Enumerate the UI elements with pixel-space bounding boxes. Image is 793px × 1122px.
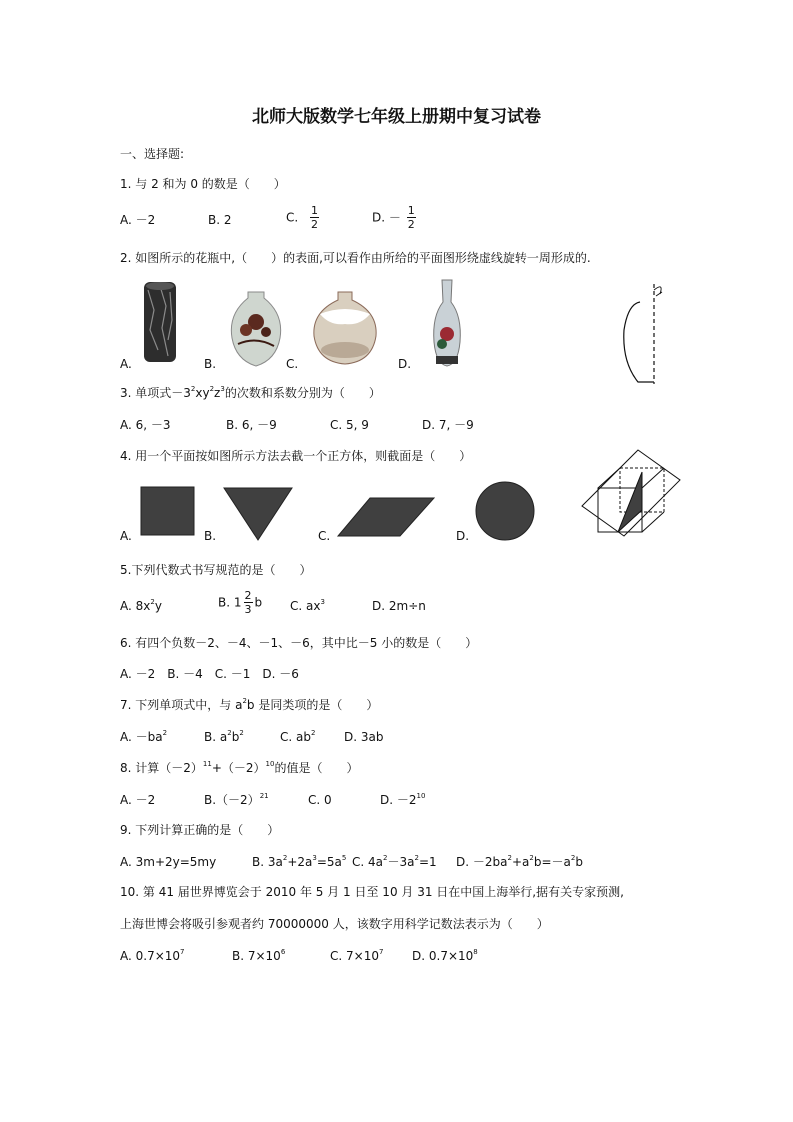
q9-stem: 9. 下列计算正确的是（ ） [120, 823, 280, 837]
q5-option-a: A. $8x^2y$ [120, 598, 162, 613]
q6-stem: 6. 有四个负数－2、－4、－1、－6，其中比－5 小的数是（ ） [120, 636, 478, 650]
vase-a-image [140, 280, 180, 366]
q4-option-d: D. [456, 529, 470, 543]
vase-c-image [310, 290, 380, 366]
vase-b-image [226, 288, 286, 368]
q6-options: A. －2 B. －4 C. －1 D. －6 [120, 667, 299, 681]
q7-option-c: C. $ab^2$ [280, 729, 316, 744]
q7-option-b: B. $a^2b^2$ [204, 729, 244, 744]
q1-option-d: D. － $\frac{1}{2}$ [372, 204, 415, 231]
q2-option-b: B. [204, 357, 217, 371]
q3-stem: 3. 单项式$-3^2xy^2z^3$的次数和系数分别为（ ） [120, 385, 381, 400]
q1-option-b: B. 2 [208, 213, 232, 227]
circle-shape [474, 480, 536, 542]
rotation-profile-figure [614, 280, 674, 388]
q2-stem: 2. 如图所示的花瓶中,（ ）的表面,可以看作由所给的平面图形绕虚线旋转一周形成的. [120, 251, 591, 265]
parallelogram-shape [336, 496, 436, 540]
triangle-shape [222, 486, 296, 542]
q7-option-d: D. 3ab [344, 730, 384, 744]
q8-option-a: A. －2 [120, 793, 156, 807]
q3-option-a: A. 6, －3 [120, 418, 171, 432]
q4-option-b: B. [204, 529, 217, 543]
section-heading: 一、选择题: [120, 147, 185, 161]
vase-d-image [430, 278, 464, 370]
q9-option-d: D. $-2ba^2+a^2b=-a^2b$ [456, 854, 583, 869]
q1-stem: 1. 与 2 和为 0 的数是（ ） [120, 177, 286, 191]
q3-option-d: D. 7, －9 [422, 418, 474, 432]
q5-stem: 5.下列代数式书写规范的是（ ） [120, 563, 312, 577]
q1-option-c: C. $\frac{1}{2}$ [286, 204, 319, 231]
q5-option-d: D. 2m÷n [372, 599, 426, 613]
q4-stem: 4. 用一个平面按如图所示方法去截一个正方体，则截面是（ ） [120, 449, 472, 463]
q9-option-b: B. $3a^2+2a^3=5a^5$ [252, 854, 347, 869]
q7-stem: 7. 下列单项式中，与 $a^2b$ 是同类项的是（ ） [120, 697, 379, 712]
q3-option-c: C. 5, 9 [330, 418, 369, 432]
q5-option-c: C. $ax^3$ [290, 598, 325, 613]
q10-stem-line2: 上海世博会将吸引参观者约 70000000 人，该数字用科学记数法表示为（ ） [120, 917, 549, 931]
q9-option-a: A. 3m+2y=5my [120, 855, 217, 869]
q1-option-a: A. －2 [120, 213, 156, 227]
q10-option-c: C. $7\times 10^7$ [330, 948, 384, 963]
q10-option-d: D. $0.7\times 10^8$ [412, 948, 478, 963]
q8-stem: 8. 计算$(-2)^{11}+(-2)^{10}$的值是（ ） [120, 760, 359, 775]
q10-stem-line1: 10. 第 41 届世界博览会于 2010 年 5 月 1 日至 10 月 31 日在中国上海举行,据有关专家预测, [120, 885, 624, 899]
q2-option-d: D. [398, 357, 412, 371]
q8-option-d: D. $-2^{10}$ [380, 792, 426, 807]
q10-option-a: A. $0.7\times 10^7$ [120, 948, 185, 963]
page-title: 北师大版数学七年级上册期中复习试卷 [252, 107, 541, 127]
square-shape [140, 486, 196, 538]
q3-option-b: B. 6, －9 [226, 418, 277, 432]
q7-option-a: A. $-ba^2$ [120, 729, 168, 744]
q9-option-c: C. $4a^2-3a^2=1$ [352, 854, 437, 869]
q2-option-c: C. [286, 357, 299, 371]
q5-option-b: B. 1 $\frac{2}{3}$ b [218, 589, 263, 616]
q4-option-c: C. [318, 529, 331, 543]
q8-option-c: C. 0 [308, 793, 332, 807]
cube-section-figure [580, 444, 684, 540]
q10-option-b: B. $7\times 10^6$ [232, 948, 286, 963]
q8-option-b: $B.(-2)^{21}$ [204, 792, 269, 807]
q4-option-a: A. [120, 529, 132, 543]
q2-option-a: A. [120, 357, 132, 371]
